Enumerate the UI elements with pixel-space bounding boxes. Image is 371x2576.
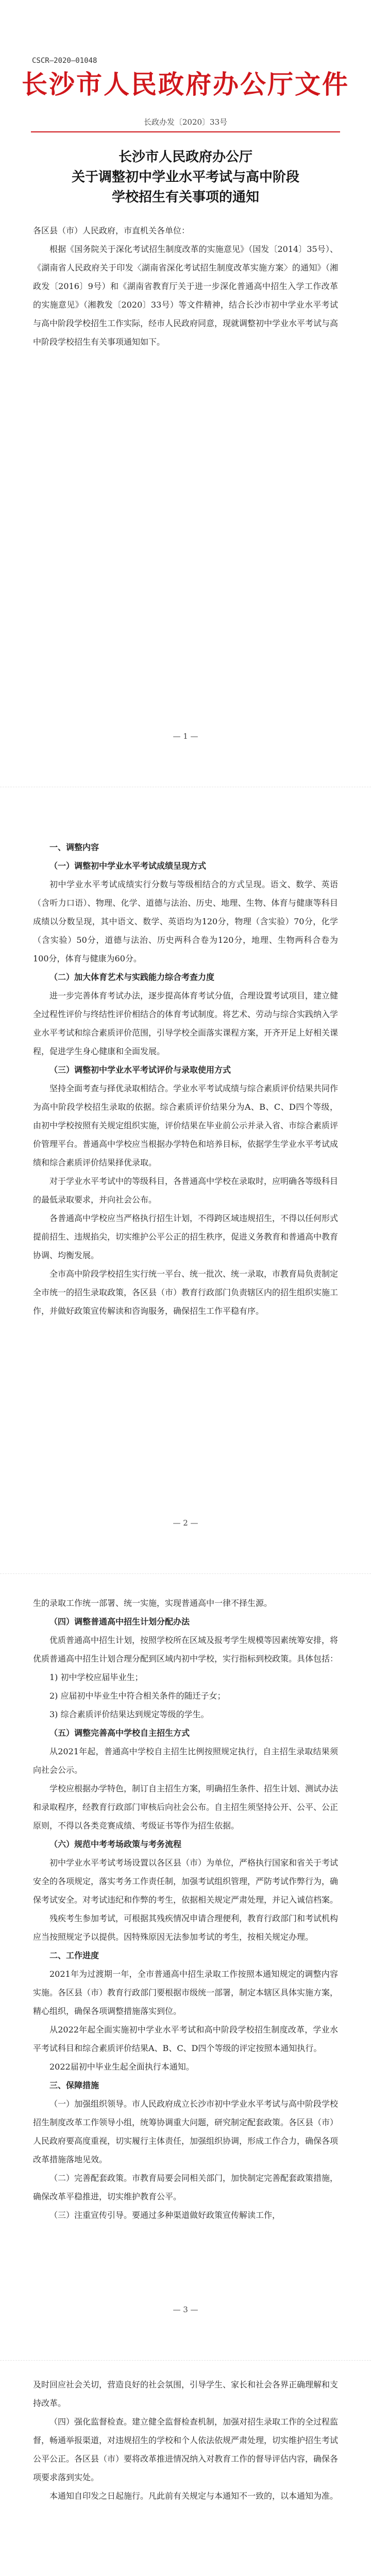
section-heading-2: 二、工作进度 xyxy=(49,1951,99,1960)
addressee: 各区县（市）人民政府，市直机关各单位： xyxy=(33,226,190,235)
section-heading-1: 一、调整内容 xyxy=(49,842,99,852)
title-line-1: 长沙市人民政府办公厅 xyxy=(118,149,252,165)
paragraph: 优质普通高中招生计划，按照学校所在区域及报考学生规模等因素统筹安排，将优质普通高中招生计划合理分配到区域内初中学校，实行指标到校政策。具体包括： xyxy=(33,1635,339,1664)
paragraph: （一）加强组织领导。市人民政府成立长沙市初中学业水平考试与高中阶段学校招生制度改革工作领导小组，统筹协调重大问题，研究制定配套政策。各区县（市）人民政府要高度重视，切实履行主体责任，加强组织协调，形成工作合力，确保各项改革措施落地见效。 xyxy=(33,2099,339,2164)
paragraph: 2022届初中毕业生起全面执行本通知。 xyxy=(49,2062,194,2072)
subheading-2: （二）加大体育艺术与实践能力综合考查力度 xyxy=(49,972,215,982)
paragraph: 初中学业水平考试考场设置以各区县（市）为单位，严格执行国家和省关于考试安全的各项规定，落实考务工作责任制，加强考试组织管理，严防考试作弊行为，确保考试安全。对考试违纪和作弊的考生，依据相关规定严肃处理，并记入诚信档案。 xyxy=(33,1858,339,1905)
page-number-1: — 1 — xyxy=(173,732,198,741)
paragraph: （二）完善配套政策。市教育局要会同相关部门，加快制定完善配套政策措施，确保改革平稳推进，切实维护教育公平。 xyxy=(33,2173,339,2201)
paragraph: 及时回应社会关切，营造良好的社会氛围，引导学生、家长和社会各界正确理解和支持改革。 xyxy=(33,2380,339,2408)
paragraph: 从2021年起，普通高中学校自主招生比例按照规定执行，自主招生录取结果须向社会公示。 xyxy=(33,1747,338,1775)
paragraph: 生的录取工作统一部署、统一实施，实现普通高中一律不择生源。 xyxy=(33,1598,273,1608)
page-1-body xyxy=(33,222,338,351)
intro-paragraph: 根据《国务院关于深化考试招生制度改革的实施意见》（国发〔2014〕35号）、《湖南省人民政府关于印发〈湖南省深化考试招生制度改革实施方案〉的通知》（湘政发〔2016〕9号）和《湖南省教育厅关于进一步深化普通高中招生入学工作改革的实施意见》（湘教发〔2020〕33号）等文件精神，结合长沙市初中学业水平考试与高中阶段学校招生工作实际，经市人民政府同意，现就调整初中学业水平考试与高中阶段学校招生有关事项通知如下。 xyxy=(33,244,339,347)
subheading-1: （一）调整初中学业水平考试成绩呈现方式 xyxy=(49,861,207,871)
subheading-3: （三）调整初中学业水平考试评价与录取使用方式 xyxy=(49,1065,231,1075)
page-4 xyxy=(0,2360,371,2576)
paragraph: 进一步完善体育考试办法，逐步提高体育考试分值，合理设置考试项目，建立健全过程性评价与终结性评价相结合的体育考试制度。将艺术、劳动与综合实践纳入学业水平考试和综合素质评价范围，引导学校全面落实课程方案，开齐开足上好相关课程，促进学生身心健康和全面发展。 xyxy=(33,991,339,1056)
page-1 xyxy=(0,0,371,787)
list-item: 1) 初中学校应届毕业生； xyxy=(49,1672,143,1682)
document-title xyxy=(0,147,371,208)
paragraph: 初中学业水平考试成绩实行分数与等级相结合的方式呈现。语文、数学、英语（含听力口语）、物理、化学、道德与法治、历史、地理、生物、体育与健康等科目成绩以分数呈现，其中语文、数学、英语均为120分，物理（含实验）70分，化学（含实验）50分，道德与法治、历史两科合卷为120分，地理、生物两科合卷为100分，体育与健康为60分。 xyxy=(33,879,338,963)
title-line-2: 关于调整初中学业水平考试与高中阶段 xyxy=(71,170,299,185)
masthead: 长沙市人民政府办公厅文件 xyxy=(22,69,349,99)
subheading-5: （五）调整完善高中学校自主招生方式 xyxy=(49,1728,190,1738)
paragraph: 2021年为过渡期一年，全市普通高中招生录取工作按照本通知规定的调整内容实施。各区县（市）教育行政部门要根据市级统一部署，制定本辖区具体实施方案，精心组织，确保各项调整措施落实到位。 xyxy=(33,1969,339,2016)
page-3 xyxy=(0,1573,371,2360)
document-number: 长政办发〔2020〕33号 xyxy=(143,117,228,127)
paragraph: 本通知自印发之日起施行。凡此前有关规定与本通知不一致的，以本通知为准。 xyxy=(49,2491,339,2501)
paragraph: 全市高中阶段学校招生实行统一平台、统一批次、统一录取，市教育局负责制定全市统一的招生录取政策，各区县（市）教育行政部门负责辖区内的招生组织实施工作，并做好政策宣传解读和咨询服务，确保招生工作平稳有序。 xyxy=(33,1269,339,1316)
subheading-6: （六）规范中考考场政策与考务流程 xyxy=(49,1839,182,1849)
page-3-body xyxy=(33,1594,338,2225)
paragraph: 残疾考生参加考试，可根据其残疾情况申请合理便利，教育行政部门和考试机构应当按照规定予以提供。因特殊原因无法参加考试的考生，按相关规定办理。 xyxy=(33,1913,339,1942)
page-2 xyxy=(0,787,371,1573)
subheading-4: （四）调整普通高中招生计划分配办法 xyxy=(49,1617,190,1626)
paragraph: 坚持全面考查与择优录取相结合。学业水平考试成绩与综合素质评价结果共同作为高中阶段学校招生录取的依据。综合素质评价结果分为A、B、C、D四个等级，由初中学校按照有关规定组织实施，评价结果在毕业前公示并录入省、市综合素质评价管理平台。普通高中学校应当根据办学特色和培养目标，依据学生学业水平考试成绩和综合素质评价结果择优录取。 xyxy=(33,1083,339,1167)
section-heading-3: 三、保障措施 xyxy=(49,2080,99,2090)
page-number-3: — 3 — xyxy=(173,2305,198,2314)
list-item: 2) 应届初中毕业生中符合相关条件的随迁子女； xyxy=(49,1691,226,1701)
paragraph: 各普通高中学校应当严格执行招生计划，不得跨区域违规招生，不得以任何形式提前招生、违规掐尖，切实维护公平公正的招生秩序，促进义务教育和普通高中教育协调、均衡发展。 xyxy=(33,1213,339,1260)
paragraph: （三）注重宣传引导。要通过多种渠道做好政策宣传解读工作， xyxy=(49,2210,281,2220)
red-divider xyxy=(31,131,340,132)
document-code: CSCR—2020—01048 xyxy=(32,57,97,65)
title-line-3: 学校招生有关事项的通知 xyxy=(111,190,259,205)
page-2-body xyxy=(33,838,338,1320)
paragraph: 学校应根据办学特色，制订自主招生方案，明确招生条件、招生计划、测试办法和录取程序，经教育行政部门审核后向社会公布。自主招生须坚持公开、公平、公正原则，不得以各类竞赛成绩、考级证书等作为招生依据。 xyxy=(33,1784,339,1831)
page-number-2: — 2 — xyxy=(173,1518,198,1528)
paragraph: （四）强化监督检查。建立健全监督检查机制，加强对招生录取工作的全过程监督，畅通举报渠道，对违规招生的学校和个人依法依规严肃处理，切实维护招生考试公平公正。各区县（市）要将改革推进情况纳入对教育工作的督导评估内容，确保各项要求落到实处。 xyxy=(33,2417,339,2482)
list-item: 3) 综合素质评价结果达到规定等级的学生。 xyxy=(49,1709,209,1719)
paragraph: 对于学业水平考试中的等级科目，各普通高中学校在录取时，应明确各等级科目的最低录取要求，并向社会公布。 xyxy=(33,1176,339,1205)
page-4-body xyxy=(33,2376,338,2505)
paragraph: 从2022年起全面实施初中学业水平考试和高中阶段学校招生制度改革，学业水平考试科目和综合素质评价结果A、B、C、D四个等级的评定按照本通知执行。 xyxy=(33,2025,338,2053)
